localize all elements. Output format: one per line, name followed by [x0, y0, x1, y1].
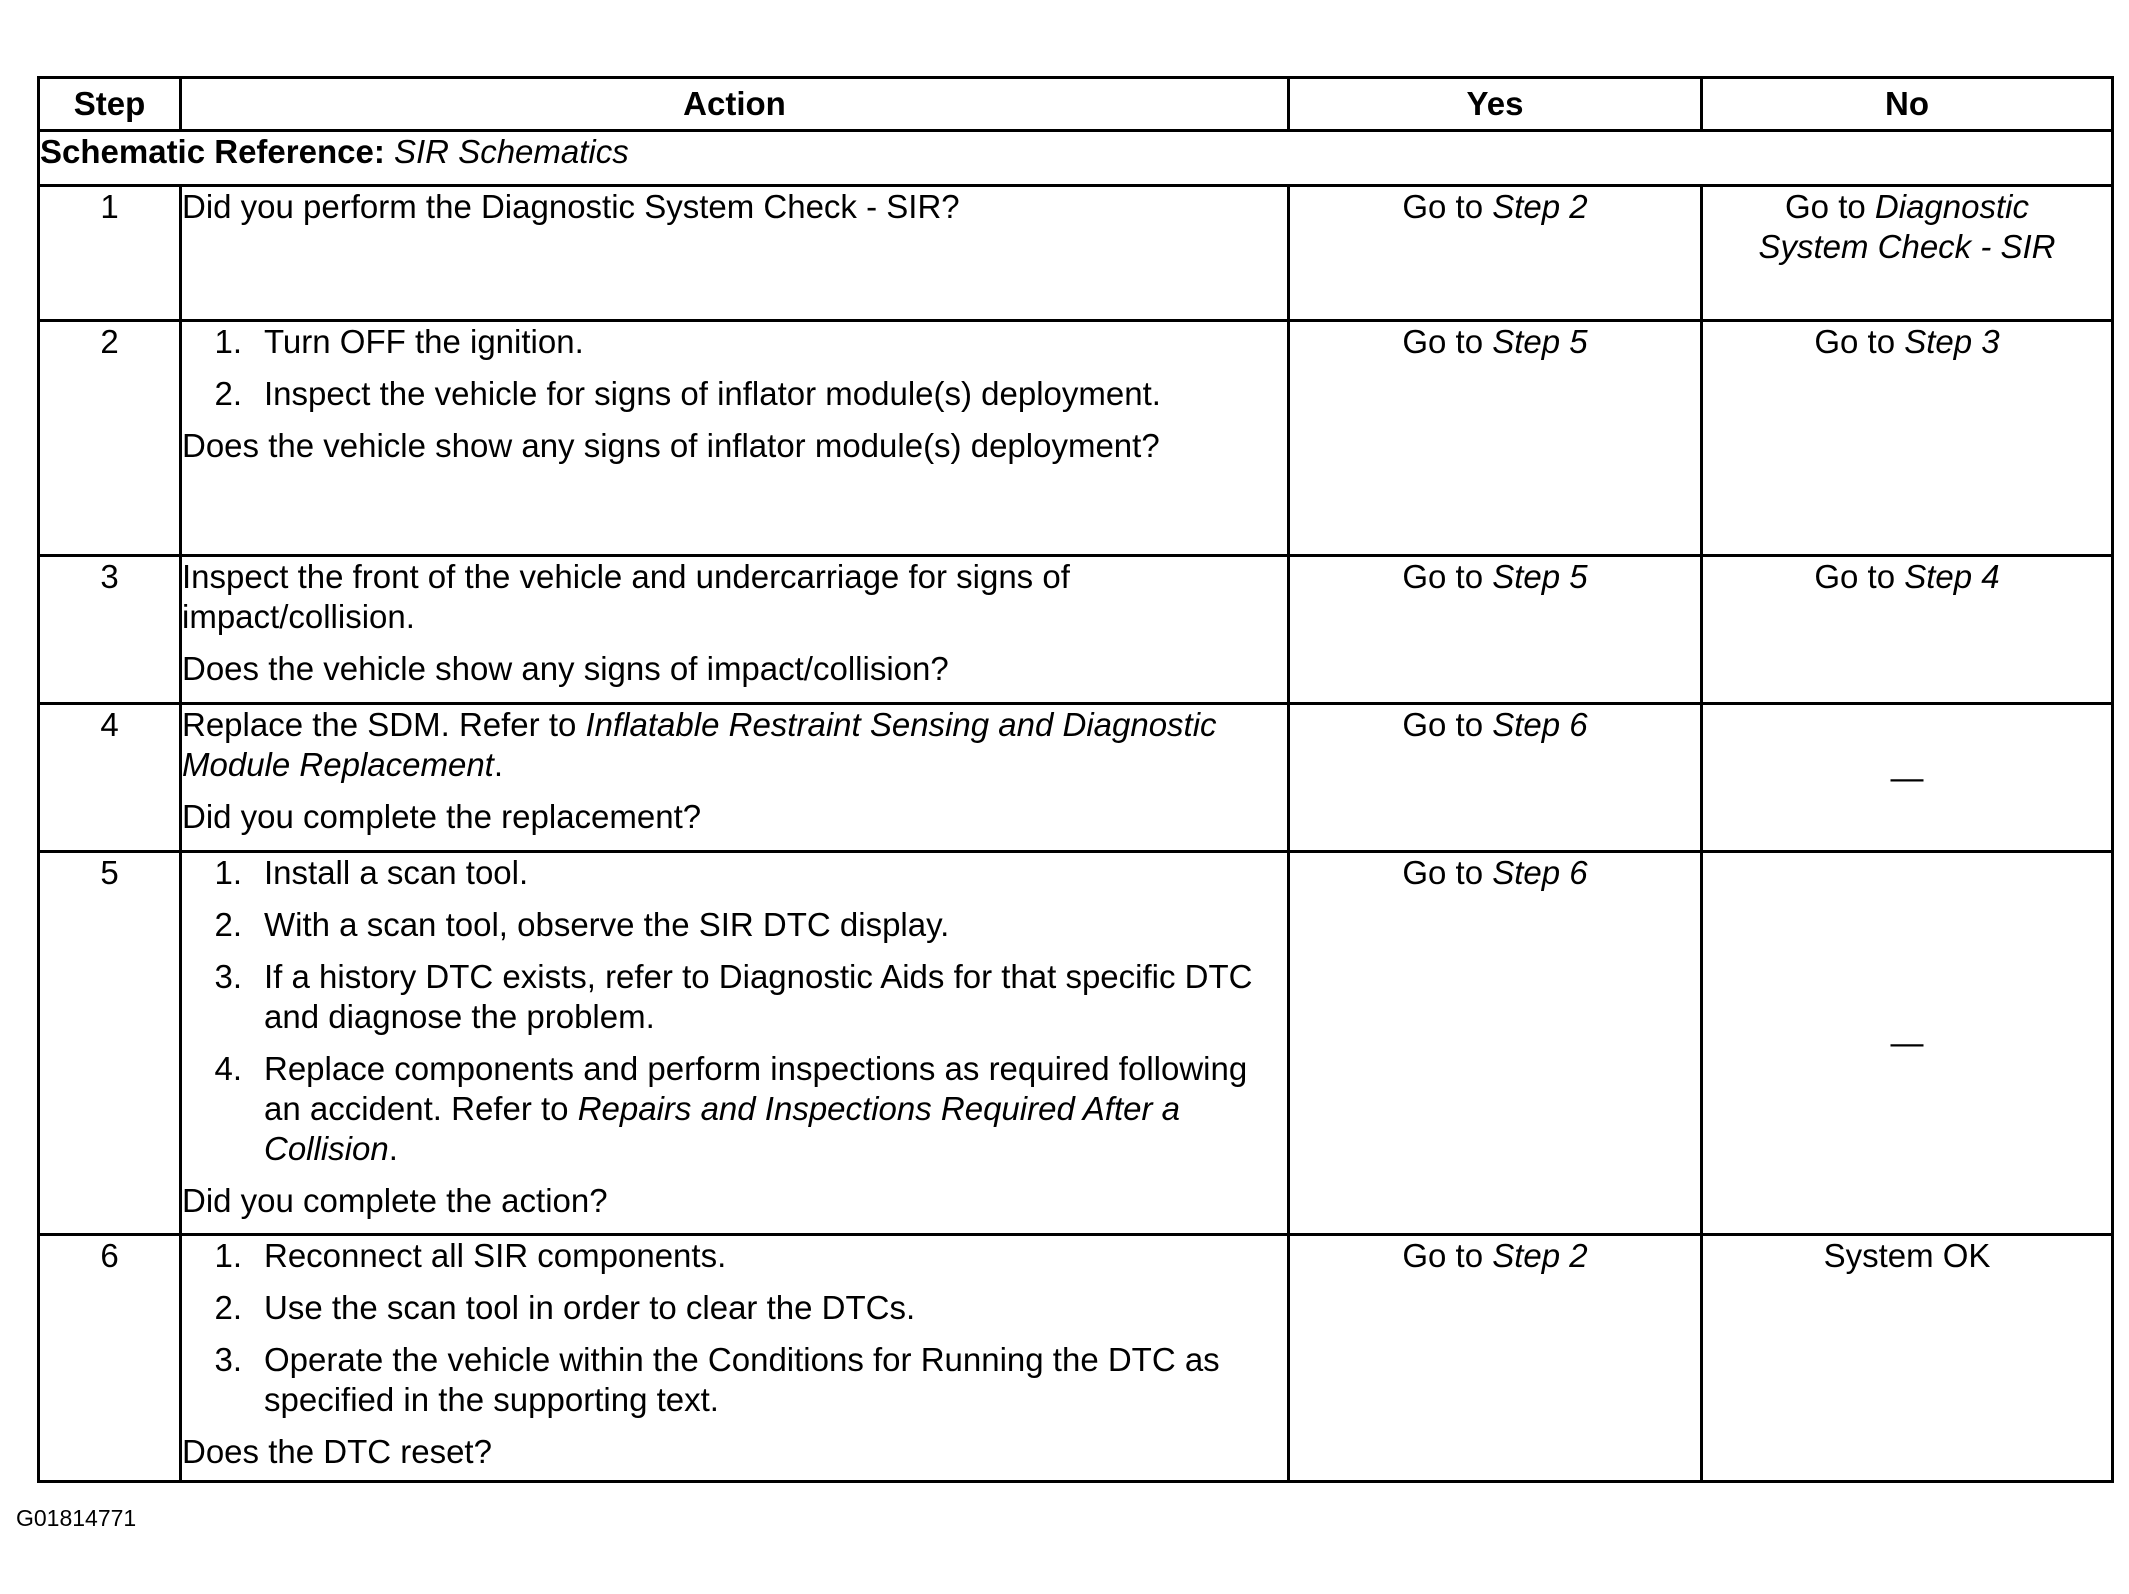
list-item-text: Inspect the vehicle for signs of inflator module(s) deployment.: [264, 375, 1161, 412]
list-item-number: 2.: [214, 375, 242, 412]
table-row: [39, 852, 2113, 1235]
step-number: 5: [39, 852, 181, 1235]
list-item: [182, 957, 1287, 1037]
list-item: [182, 1049, 1287, 1169]
action-question: Does the vehicle show any signs of inflator module(s) deployment?: [182, 427, 1160, 464]
list-item: [182, 1236, 1287, 1276]
no-prefix: Go to: [1814, 323, 1905, 360]
list-item-text: [264, 1049, 1287, 1169]
no-prefix: Go to: [1814, 558, 1905, 595]
action-cell: [181, 852, 1289, 1235]
no-header: No: [1702, 78, 2113, 131]
action-cell: [181, 186, 1289, 321]
list-item-text: Use the scan tool in order to clear the DTCs.: [264, 1289, 916, 1326]
schematic-reference-label: Schematic Reference:: [40, 133, 385, 170]
no-dash: —: [1890, 1024, 1924, 1061]
action-cell: [181, 704, 1289, 852]
list-item-number: 3.: [214, 1341, 242, 1378]
yes-step-link[interactable]: Step 2: [1492, 1237, 1588, 1274]
action-instruction: [182, 705, 1287, 785]
instruction-suffix: .: [493, 746, 504, 783]
yes-cell: [1289, 186, 1702, 321]
yes-cell: [1289, 321, 1702, 556]
yes-step-link[interactable]: Step 5: [1492, 323, 1588, 360]
no-cell: [1702, 321, 2113, 556]
list-item-number: 2.: [214, 906, 242, 943]
yes-prefix: Go to: [1402, 854, 1493, 891]
list-item-text: Install a scan tool.: [264, 854, 529, 891]
yes-cell: [1289, 556, 1702, 704]
diagnostic-table: [37, 76, 2114, 1483]
list-item-number: 1.: [214, 1237, 242, 1274]
table-row: [39, 704, 2113, 852]
step-number: 3: [39, 556, 181, 704]
list-item: [182, 905, 1287, 945]
action-question: Did you complete the replacement?: [182, 798, 702, 835]
action-question: Does the vehicle show any signs of impact/collision?: [182, 650, 949, 687]
schematic-reference-link[interactable]: SIR Schematics: [394, 133, 629, 170]
yes-step-link[interactable]: Step 2: [1492, 188, 1588, 225]
list-item-text: Operate the vehicle within the Conditions for Running the DTC as specified in the supporting text.: [264, 1341, 1220, 1418]
instruction-text: Replace the SDM. Refer to: [182, 706, 586, 743]
list-item-text: Reconnect all SIR components.: [264, 1237, 727, 1274]
action-question: Did you complete the action?: [182, 1182, 608, 1219]
schematic-reference-row: [39, 131, 2113, 186]
action-list: [182, 322, 1287, 414]
step-number: 6: [39, 1235, 181, 1482]
list-item-text: With a scan tool, observe the SIR DTC display.: [264, 906, 950, 943]
yes-prefix: Go to: [1402, 558, 1493, 595]
step-number: 4: [39, 704, 181, 852]
no-step-link[interactable]: Step 4: [1904, 558, 2000, 595]
table-row: [39, 1235, 2113, 1482]
list-item-text: Turn OFF the ignition.: [264, 323, 584, 360]
list-item-suffix: .: [388, 1130, 398, 1167]
procedure-link[interactable]: Inflatable Restraint Sensing and Diagnostic Module Replacement: [182, 706, 1217, 783]
action-question: Does the DTC reset?: [182, 1433, 492, 1470]
step-number: 1: [39, 186, 181, 321]
schematic-reference: [39, 131, 2113, 186]
action-cell: [181, 556, 1289, 704]
list-item-number: 1.: [214, 323, 242, 360]
list-item: [182, 1288, 1287, 1328]
action-cell: [181, 1235, 1289, 1482]
step-header: Step: [39, 78, 181, 131]
list-item-number: 1.: [214, 854, 242, 891]
yes-header: Yes: [1289, 78, 1702, 131]
table-row: [39, 186, 2113, 321]
no-cell: [1702, 1235, 2113, 1482]
action-question: Did you perform the Diagnostic System Check - SIR?: [182, 188, 960, 225]
list-item-number: 3.: [214, 958, 242, 995]
header-row: [39, 78, 2113, 131]
list-item-number: 2.: [214, 1289, 242, 1326]
yes-cell: [1289, 704, 1702, 852]
no-step-link[interactable]: Diagnostic System Check - SIR: [1758, 188, 2056, 265]
no-prefix: Go to: [1785, 188, 1875, 225]
no-cell: [1702, 852, 2113, 1235]
no-cell: [1702, 186, 2113, 321]
yes-cell: [1289, 852, 1702, 1235]
action-header: Action: [181, 78, 1289, 131]
yes-prefix: Go to: [1402, 706, 1493, 743]
list-item-number: 4.: [214, 1050, 242, 1087]
yes-prefix: Go to: [1402, 188, 1493, 225]
step-number: 2: [39, 321, 181, 556]
no-step-link[interactable]: Step 3: [1904, 323, 2000, 360]
no-cell: [1702, 556, 2113, 704]
yes-prefix: Go to: [1402, 1237, 1493, 1274]
list-item: [182, 322, 1287, 362]
list-item: [182, 853, 1287, 893]
yes-step-link[interactable]: Step 6: [1492, 854, 1588, 891]
table-row: [39, 556, 2113, 704]
no-result: System OK: [1823, 1237, 1991, 1274]
yes-step-link[interactable]: Step 5: [1492, 558, 1588, 595]
yes-cell: [1289, 1235, 1702, 1482]
yes-step-link[interactable]: Step 6: [1492, 706, 1588, 743]
list-item: [182, 1340, 1287, 1420]
table-row: [39, 321, 2113, 556]
list-item-text: If a history DTC exists, refer to Diagnostic Aids for that specific DTC and diagnose the problem.: [264, 958, 1253, 1035]
yes-prefix: Go to: [1402, 323, 1493, 360]
action-list: [182, 1236, 1287, 1420]
action-list: [182, 853, 1287, 1169]
list-item: [182, 374, 1287, 414]
list-item-prefix: Replace components and perform inspections as required following an accident. Refer to: [264, 1050, 1248, 1127]
figure-id: G01814771: [16, 1505, 137, 1531]
action-cell: [181, 321, 1289, 556]
no-cell: [1702, 704, 2113, 852]
no-dash: —: [1890, 758, 1924, 796]
procedure-link[interactable]: Repairs and Inspections Required After a Collision: [264, 1090, 1180, 1167]
action-instruction: Inspect the front of the vehicle and undercarriage for signs of impact/collision.: [182, 558, 1070, 635]
